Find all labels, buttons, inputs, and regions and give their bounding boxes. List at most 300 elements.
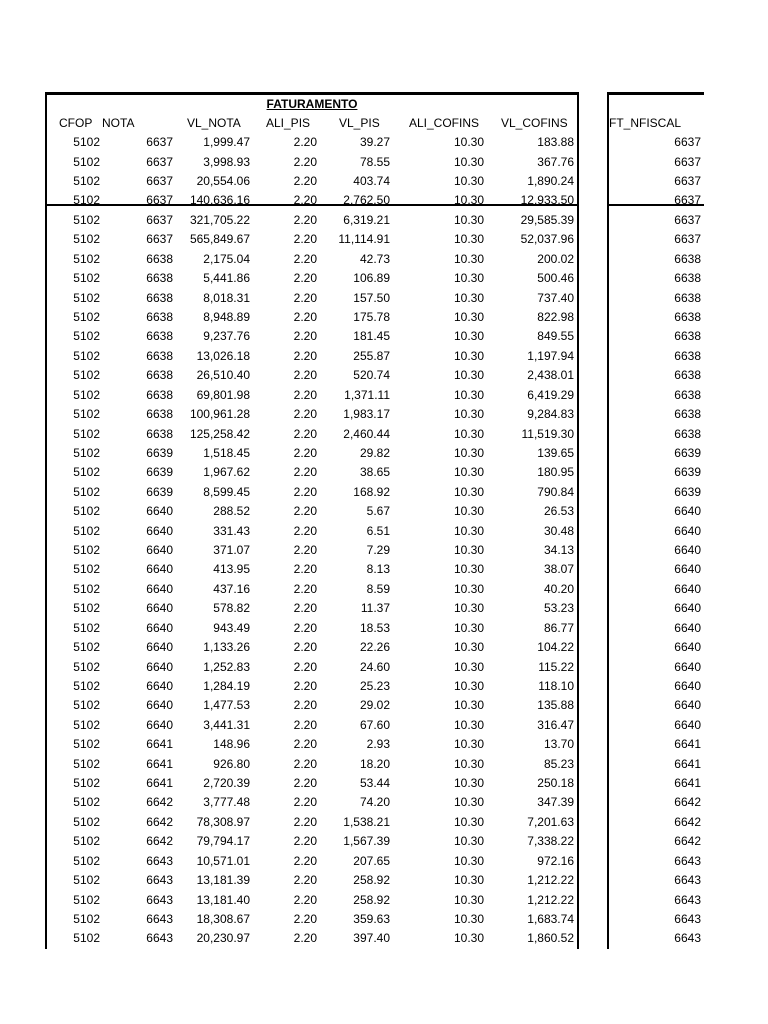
table-row (0, 327, 768, 346)
cell-ali-cofins: 10.30 (453, 387, 484, 402)
cell-vl-nota: 2,720.39 (203, 776, 250, 791)
cell-cfop: 5102 (73, 193, 100, 208)
cell-vl-nota: 8,948.89 (203, 309, 250, 324)
cell-nota: 6641 (146, 776, 173, 791)
cell-ali-cofins: 10.30 (453, 562, 484, 577)
table-row (0, 677, 768, 696)
cell-vl-cofins: 790.84 (537, 484, 574, 499)
cell-vl-pis: 258.92 (353, 892, 390, 907)
header-vl-pis: VL_PIS (339, 116, 380, 130)
cell-vl-pis: 38.65 (359, 465, 390, 480)
cell-ft-nfiscal: 6639 (674, 465, 701, 480)
cell-nota: 6639 (146, 465, 173, 480)
cell-vl-cofins: 11,519.30 (521, 426, 574, 441)
cell-vl-pis: 6,319.21 (343, 212, 390, 227)
cell-cfop: 5102 (73, 581, 100, 596)
cell-cfop: 5102 (73, 562, 100, 577)
cell-nota: 6642 (146, 795, 173, 810)
cell-vl-pis: 175.78 (353, 309, 390, 324)
cell-ft-nfiscal: 6640 (674, 698, 701, 713)
cell-vl-nota: 148.96 (213, 737, 250, 752)
cell-ali-cofins: 10.30 (453, 543, 484, 558)
cell-ali-pis: 2.20 (293, 212, 317, 227)
cell-ali-cofins: 10.30 (453, 212, 484, 227)
cell-ali-pis: 2.20 (293, 445, 317, 460)
cell-vl-cofins: 85.23 (543, 756, 574, 771)
cell-ft-nfiscal: 6640 (674, 601, 701, 616)
cell-vl-pis: 78.55 (359, 154, 390, 169)
cell-ali-cofins: 10.30 (453, 407, 484, 422)
cell-ft-nfiscal: 6642 (674, 834, 701, 849)
cell-cfop: 5102 (73, 892, 100, 907)
cell-cfop: 5102 (73, 620, 100, 635)
cell-vl-pis: 1,567.39 (343, 834, 390, 849)
cell-ali-pis: 2.20 (293, 348, 317, 363)
table-row (0, 366, 768, 385)
table-row (0, 793, 768, 812)
cell-vl-nota: 20,554.06 (196, 174, 250, 189)
cell-vl-nota: 926.80 (213, 756, 250, 771)
table-row (0, 483, 768, 502)
cell-ali-cofins: 10.30 (453, 737, 484, 752)
cell-ali-pis: 2.20 (293, 620, 317, 635)
cell-vl-cofins: 1,197.94 (527, 348, 574, 363)
cell-vl-nota: 371.07 (213, 543, 250, 558)
cell-vl-nota: 1,133.26 (203, 640, 250, 655)
cell-ali-pis: 2.20 (293, 290, 317, 305)
cell-vl-nota: 10,571.01 (196, 853, 250, 868)
cell-vl-nota: 13,026.18 (196, 348, 250, 363)
cell-ft-nfiscal: 6640 (674, 523, 701, 538)
cell-vl-pis: 6.51 (366, 523, 390, 538)
cell-ft-nfiscal: 6642 (674, 795, 701, 810)
cell-ft-nfiscal: 6637 (674, 193, 701, 208)
cell-nota: 6638 (146, 251, 173, 266)
cell-cfop: 5102 (73, 601, 100, 616)
header-ali-cofins: ALI_COFINS (409, 116, 480, 130)
cell-vl-nota: 1,967.62 (203, 465, 250, 480)
cell-vl-cofins: 7,338.22 (527, 834, 574, 849)
table-row (0, 541, 768, 560)
cell-ft-nfiscal: 6638 (674, 251, 701, 266)
cell-cfop: 5102 (73, 523, 100, 538)
cell-vl-cofins: 972.16 (537, 853, 574, 868)
table-row (0, 230, 768, 249)
cell-ali-cofins: 10.30 (453, 698, 484, 713)
cell-ft-nfiscal: 6637 (674, 174, 701, 189)
cell-vl-nota: 78,308.97 (196, 814, 250, 829)
cell-nota: 6637 (146, 174, 173, 189)
cell-cfop: 5102 (73, 387, 100, 402)
table-row (0, 405, 768, 424)
table-row (0, 716, 768, 735)
cell-ali-pis: 2.20 (293, 640, 317, 655)
cell-vl-pis: 255.87 (353, 348, 390, 363)
cell-ali-pis: 2.20 (293, 853, 317, 868)
table-title-text: FATURAMENTO (266, 97, 358, 111)
cell-cfop: 5102 (73, 174, 100, 189)
cell-ali-cofins: 10.30 (453, 756, 484, 771)
cell-ft-nfiscal: 6638 (674, 407, 701, 422)
cell-ali-pis: 2.20 (293, 484, 317, 499)
cell-vl-pis: 1,983.17 (343, 407, 390, 422)
cell-ft-nfiscal: 6637 (674, 154, 701, 169)
cell-ali-cofins: 10.30 (453, 174, 484, 189)
right-table-top-border (607, 92, 704, 95)
cell-vl-nota: 1,284.19 (203, 678, 250, 693)
table-row (0, 191, 768, 210)
cell-cfop: 5102 (73, 504, 100, 519)
cell-nota: 6638 (146, 271, 173, 286)
cell-ali-pis: 2.20 (293, 174, 317, 189)
cell-ali-pis: 2.20 (293, 873, 317, 888)
cell-ft-nfiscal: 6643 (674, 912, 701, 926)
cell-ft-nfiscal: 6638 (674, 290, 701, 305)
cell-ali-pis: 2.20 (293, 737, 317, 752)
cell-ft-nfiscal: 6640 (674, 659, 701, 674)
cell-vl-cofins: 86.77 (543, 620, 574, 635)
cell-vl-pis: 11.37 (360, 601, 390, 616)
cell-nota: 6640 (146, 717, 173, 732)
cell-ft-nfiscal: 6640 (674, 504, 701, 519)
cell-vl-nota: 26,510.40 (196, 368, 250, 383)
cell-vl-nota: 20,230.97 (196, 931, 250, 946)
cell-vl-cofins: 29,585.39 (520, 212, 574, 227)
cell-nota: 6640 (146, 640, 173, 655)
cell-ft-nfiscal: 6641 (674, 737, 701, 752)
table-row (0, 852, 768, 871)
cell-nota: 6643 (146, 892, 173, 907)
cell-vl-pis: 258.92 (353, 873, 390, 888)
cell-vl-pis: 168.92 (353, 484, 390, 499)
cell-vl-cofins: 822.98 (537, 309, 574, 324)
cell-vl-pis: 24.60 (359, 659, 390, 674)
cell-vl-cofins: 139.65 (537, 445, 574, 460)
cell-vl-nota: 565,849.67 (189, 232, 250, 247)
cell-nota: 6640 (146, 620, 173, 635)
cell-ali-pis: 2.20 (293, 135, 317, 150)
cell-vl-nota: 3,777.48 (203, 795, 250, 810)
table-row (0, 696, 768, 715)
cell-ali-cofins: 10.30 (453, 912, 484, 926)
cell-ali-pis: 2.20 (293, 698, 317, 713)
cell-cfop: 5102 (73, 232, 100, 247)
cell-nota: 6638 (146, 426, 173, 441)
header-vl-nota: VL_NOTA (187, 116, 241, 130)
cell-vl-nota: 321,705.22 (189, 212, 250, 227)
table-row (0, 308, 768, 327)
cell-vl-cofins: 1,683.74 (527, 912, 574, 926)
cell-vl-nota: 18,308.67 (196, 912, 250, 926)
cell-ali-cofins: 10.30 (453, 484, 484, 499)
cell-vl-cofins: 183.88 (537, 135, 574, 150)
cell-ali-pis: 2.20 (293, 659, 317, 674)
cell-vl-nota: 1,518.45 (203, 445, 250, 460)
cell-ali-pis: 2.20 (293, 756, 317, 771)
table-row (0, 658, 768, 677)
cell-vl-pis: 2.93 (366, 737, 390, 752)
cell-vl-cofins: 849.55 (537, 329, 574, 344)
cell-ali-cofins: 10.30 (453, 271, 484, 286)
cell-nota: 6643 (146, 873, 173, 888)
cell-ali-cofins: 10.30 (453, 135, 484, 150)
cell-nota: 6640 (146, 581, 173, 596)
table-row (0, 522, 768, 541)
cell-vl-nota: 578.82 (213, 601, 250, 616)
cell-nota: 6638 (146, 407, 173, 422)
cell-ft-nfiscal: 6640 (674, 717, 701, 732)
cell-ali-pis: 2.20 (293, 504, 317, 519)
cell-ali-pis: 2.20 (293, 407, 317, 422)
cell-nota: 6639 (146, 445, 173, 460)
cell-nota: 6640 (146, 562, 173, 577)
cell-vl-pis: 157.50 (353, 290, 390, 305)
cell-ali-pis: 2.20 (293, 601, 317, 616)
cell-nota: 6640 (146, 698, 173, 713)
cell-nota: 6640 (146, 601, 173, 616)
cell-ft-nfiscal: 6643 (674, 873, 701, 888)
cell-nota: 6640 (146, 659, 173, 674)
cell-nota: 6638 (146, 290, 173, 305)
cell-ft-nfiscal: 6638 (674, 426, 701, 441)
cell-nota: 6640 (146, 504, 173, 519)
cell-vl-pis: 29.82 (359, 445, 390, 460)
cell-ali-cofins: 10.30 (453, 834, 484, 849)
cell-cfop: 5102 (73, 678, 100, 693)
cell-cfop: 5102 (73, 795, 100, 810)
cell-nota: 6640 (146, 678, 173, 693)
cell-vl-cofins: 34.13 (543, 543, 574, 558)
cell-vl-nota: 9,237.76 (203, 329, 250, 344)
cell-ft-nfiscal: 6640 (674, 562, 701, 577)
cell-vl-nota: 8,018.31 (203, 290, 250, 305)
cell-ali-pis: 2.20 (293, 912, 317, 926)
cell-ali-cofins: 10.30 (453, 348, 484, 363)
cell-ali-cofins: 10.30 (453, 640, 484, 655)
cell-vl-pis: 39.27 (359, 135, 390, 150)
cell-ali-pis: 2.20 (293, 368, 317, 383)
cell-ali-cofins: 10.30 (453, 290, 484, 305)
cell-ali-pis: 2.20 (293, 193, 317, 208)
header-ali-pis: ALI_PIS (266, 116, 311, 130)
table-row (0, 172, 768, 191)
cell-nota: 6637 (146, 232, 173, 247)
cell-cfop: 5102 (73, 368, 100, 383)
table-row (0, 755, 768, 774)
cell-ali-cofins: 10.30 (453, 232, 484, 247)
cell-cfop: 5102 (73, 271, 100, 286)
cell-ft-nfiscal: 6643 (674, 931, 701, 946)
table-row (0, 250, 768, 269)
cell-cfop: 5102 (73, 814, 100, 829)
cell-ali-cofins: 10.30 (453, 504, 484, 519)
cell-vl-pis: 25.23 (359, 678, 390, 693)
cell-ft-nfiscal: 6637 (674, 232, 701, 247)
cell-ali-pis: 2.20 (293, 251, 317, 266)
cell-ft-nfiscal: 6638 (674, 387, 701, 402)
table-row (0, 269, 768, 288)
cell-ft-nfiscal: 6642 (674, 814, 701, 829)
cell-ali-cofins: 10.30 (453, 426, 484, 441)
cell-vl-nota: 140,636.16 (189, 193, 250, 208)
cell-vl-cofins: 347.39 (537, 795, 574, 810)
cell-ali-pis: 2.20 (293, 232, 317, 247)
cell-nota: 6643 (146, 853, 173, 868)
cell-vl-cofins: 7,201.63 (527, 814, 574, 829)
cell-ft-nfiscal: 6643 (674, 892, 701, 907)
cell-vl-pis: 397.40 (353, 931, 390, 946)
table-row (0, 871, 768, 890)
cell-ali-pis: 2.20 (293, 329, 317, 344)
cell-nota: 6638 (146, 329, 173, 344)
cell-vl-pis: 2,762.50 (343, 193, 390, 208)
table-row (0, 386, 768, 405)
cell-ft-nfiscal: 6641 (674, 756, 701, 771)
cell-ali-pis: 2.20 (293, 717, 317, 732)
cell-vl-nota: 13,181.39 (196, 873, 250, 888)
cell-vl-pis: 11,114.91 (338, 232, 390, 247)
cell-vl-pis: 22.26 (359, 640, 390, 655)
cell-vl-pis: 106.89 (353, 271, 390, 286)
cell-ft-nfiscal: 6639 (674, 484, 701, 499)
cell-ali-cofins: 10.30 (453, 717, 484, 732)
table-row (0, 891, 768, 910)
header-vl-cofins: VL_COFINS (501, 116, 568, 130)
cell-nota: 6642 (146, 814, 173, 829)
cell-ali-pis: 2.20 (293, 271, 317, 286)
cell-vl-nota: 3,998.93 (203, 154, 250, 169)
table-row (0, 735, 768, 754)
cell-vl-pis: 29.02 (359, 698, 390, 713)
table-row (0, 425, 768, 444)
cell-ali-pis: 2.20 (293, 834, 317, 849)
cell-vl-nota: 5,441.86 (203, 271, 250, 286)
cell-cfop: 5102 (73, 348, 100, 363)
cell-nota: 6641 (146, 756, 173, 771)
cell-nota: 6639 (146, 484, 173, 499)
cell-ali-cofins: 10.30 (453, 795, 484, 810)
cell-vl-cofins: 1,212.22 (527, 873, 574, 888)
cell-vl-pis: 359.63 (353, 912, 390, 926)
cell-cfop: 5102 (73, 717, 100, 732)
table-row (0, 813, 768, 832)
cell-vl-nota: 943.49 (213, 620, 250, 635)
cell-ali-pis: 2.20 (293, 465, 317, 480)
cell-ali-cofins: 10.30 (453, 465, 484, 480)
cell-vl-pis: 1,538.21 (343, 814, 390, 829)
cell-vl-cofins: 2,438.01 (527, 368, 574, 383)
cell-cfop: 5102 (73, 465, 100, 480)
cell-vl-pis: 403.74 (353, 174, 390, 189)
table-row (0, 774, 768, 793)
cell-vl-cofins: 30.48 (543, 523, 574, 538)
cell-vl-nota: 3,441.31 (203, 717, 250, 732)
cell-vl-pis: 1,371.11 (344, 387, 390, 402)
cell-cfop: 5102 (73, 135, 100, 150)
cell-ali-pis: 2.20 (293, 892, 317, 907)
table-row (0, 444, 768, 463)
cell-ali-pis: 2.20 (293, 795, 317, 810)
cell-vl-nota: 2,175.04 (203, 251, 250, 266)
cell-vl-cofins: 1,212.22 (527, 892, 574, 907)
table-row (0, 638, 768, 657)
table-row (0, 599, 768, 618)
cell-vl-nota: 1,999.47 (203, 135, 250, 150)
cell-vl-pis: 181.45 (353, 329, 390, 344)
cell-cfop: 5102 (73, 329, 100, 344)
cell-nota: 6642 (146, 834, 173, 849)
header-row (0, 114, 768, 133)
cell-vl-pis: 42.73 (359, 251, 390, 266)
cell-vl-cofins: 9,284.83 (527, 407, 574, 422)
cell-vl-pis: 207.65 (353, 853, 390, 868)
cell-vl-cofins: 135.88 (537, 698, 574, 713)
cell-cfop: 5102 (73, 251, 100, 266)
cell-ali-pis: 2.20 (293, 931, 317, 946)
cell-nota: 6638 (146, 368, 173, 383)
cell-vl-nota: 288.52 (213, 504, 250, 519)
cell-ali-cofins: 10.30 (453, 853, 484, 868)
cell-ali-cofins: 10.30 (453, 329, 484, 344)
cell-cfop: 5102 (73, 543, 100, 558)
cell-vl-cofins: 737.40 (537, 290, 574, 305)
cell-nota: 6637 (146, 135, 173, 150)
cell-ali-pis: 2.20 (293, 309, 317, 324)
cell-vl-cofins: 6,419.29 (527, 387, 574, 402)
cell-vl-cofins: 115.22 (538, 659, 574, 674)
cell-nota: 6643 (146, 931, 173, 946)
cell-ali-cofins: 10.30 (453, 814, 484, 829)
table-row (0, 929, 768, 948)
cell-cfop: 5102 (73, 640, 100, 655)
cell-vl-pis: 520.74 (353, 368, 390, 383)
cell-vl-nota: 413.95 (213, 562, 250, 577)
cell-ft-nfiscal: 6638 (674, 329, 701, 344)
table-row (0, 832, 768, 851)
cell-ali-cofins: 10.30 (453, 873, 484, 888)
cell-vl-nota: 100,961.28 (189, 407, 250, 422)
cell-vl-pis: 2,460.44 (343, 426, 390, 441)
cell-vl-cofins: 104.22 (537, 640, 574, 655)
cell-cfop: 5102 (73, 445, 100, 460)
cell-nota: 6638 (146, 309, 173, 324)
cell-vl-cofins: 316.47 (537, 717, 574, 732)
cell-nota: 6637 (146, 212, 173, 227)
cell-ali-cofins: 10.30 (453, 678, 484, 693)
cell-ali-pis: 2.20 (293, 523, 317, 538)
cell-ali-cofins: 10.30 (453, 776, 484, 791)
cell-cfop: 5102 (73, 853, 100, 868)
cell-vl-pis: 8.13 (366, 562, 390, 577)
cell-ft-nfiscal: 6640 (674, 640, 701, 655)
cell-ali-cofins: 10.30 (453, 581, 484, 596)
cell-ali-cofins: 10.30 (453, 368, 484, 383)
cell-ali-cofins: 10.30 (453, 193, 484, 208)
cell-vl-cofins: 26.53 (543, 504, 574, 519)
cell-nota: 6637 (146, 193, 173, 208)
cell-vl-cofins: 38.07 (543, 562, 574, 577)
cell-ali-pis: 2.20 (293, 776, 317, 791)
cell-cfop: 5102 (73, 426, 100, 441)
cell-nota: 6638 (146, 348, 173, 363)
cell-nota: 6638 (146, 387, 173, 402)
cell-ali-pis: 2.20 (293, 814, 317, 829)
cell-cfop: 5102 (73, 912, 100, 926)
cell-vl-cofins: 40.20 (543, 581, 574, 596)
header-cfop: CFOP (59, 116, 93, 130)
table-row (0, 347, 768, 366)
header-nota: NOTA (102, 116, 135, 130)
